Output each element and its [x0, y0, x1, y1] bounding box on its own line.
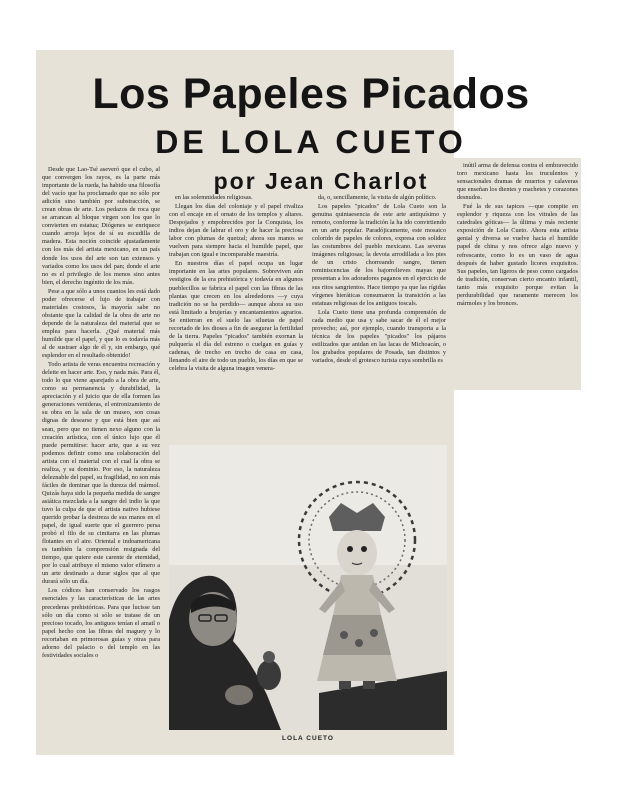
text-column-4 [457, 162, 578, 386]
paragraph: En nuestros días el papel ocupa un lugar importante en las artes populares. Sobreviven aún vestigios de la era prehistórica y todavía en algunos pueblecillos se fabrica el papel con las fibras de las plantas que crecen en los alrededores —y cuya tradición no se ha perdido— aunque ahora su uso está limitado a brujerías y encantamientos agrarios. Se entierran en el suelo las siluetas de papel recortado de los dioses a fin de asegurar la fertilidad de la tierra. Papeles "picados" también exornan la pulquería el día del estreno o cuelgan en guías y cadenas, de trecho en trecho de casa en casa, llenando el aire de todo un pueblo, los días en que se celebra la visita de alguna imagen venera- [169, 260, 303, 372]
paragraph: en las solemnidades religiosas. [175, 194, 253, 201]
paragraph: Todo artista de veras encuentra recreación y deleite en hacer arte. Eso, y nada más. Para él, todo lo que viene aparejado a la obra de arte, como su permanencia y durabilidad, la apreciación y el juicio que de ella formen las generaciones venideras, el entronizamiento de su obra en la sala de un museo, son cosas dignas de desearse y que está bien que así sean, pero que no tienen nexo alguno con la creación artística, con el único lujo que él puede permitirse: hacer arte, que a su vez podemos definir como una colaboración del artista con el material con el cual la obra se realiza, y su dominio. Por eso, la naturaleza deleznable del papel, su fragilidad, no son más fáciles de dominar que la dureza del mármol. Quizás haya sido la pequeña medida de sangre asiática mezclada a la sangre del indio la que tuvo la culpa de que el artista nativo hubiese querido probar la destreza de sus manos en el papel, de igual suerte que el guerrero persa probó el filo de su cimitarra en las plumas flotantes en el aire. Oriental e indoamericana es también la comprensión resignada del tiempo, que quiere este carente de eternidad, por lo cual atribuye el mismo valor efímero a un arte destinado a durar siglos que al que durará sólo un día. [42, 361, 160, 586]
paragraph: Llegan los días del coloniaje y el papel rivaliza con el encaje en el ornato de los templos y altares. Despojados y empobrecidos por la Conquista, los indios dejan de labrar el oro y de hacer la preciosa labor con plumas de quetzal; ahora sus manos se vuelven para siempre hacia el humilde papel, que trabajan con igual e incomparable maestría. [169, 203, 303, 259]
article-photo [169, 445, 447, 730]
newspaper-clipping [36, 50, 586, 755]
photo-caption: LOLA CUETO [282, 735, 334, 742]
photo-illustration [169, 445, 447, 730]
article-headline: Los Papeles Picados [92, 70, 530, 118]
paragraph: Los papeles "picados" de Lola Cueto son la genuina quintaesencia de este arte antiquísimo y remoto, conforme la tradición la ha ido convirtiendo en un arte popular. Paradójicamente, este mosaico colorido de papeles de colores, expresa con solidez las costumbres del pueblo mexicano. Las severas imágenes religiosas; la devota arrodillada a los pies de un cristo chorreando sangre, tienen reminiscencias de los bajorrelieves mayas que presentan a los adoradores paganos en el ejercicio de sus ritos sangrientos. Hace tiempo ya que las rígidas vírgenes hieráticas consumaron la transición a las estatuas religiosas de los antiguos toscals. [312, 203, 446, 307]
paragraph: inútil arma de defensa contra el embravecido toro mexicano hasta los truculentos y sensacionales dramas de muertos y calaveras que enseñan los dientes y machetes y corazones desnudos. [457, 162, 578, 202]
text-column-3 [312, 194, 446, 442]
article-subheadline: DE LOLA CUETO [155, 124, 467, 160]
article-byline: por Jean Charlot [213, 168, 429, 194]
text-column-2 [169, 194, 303, 442]
paragraph: Los códices han conservado los rasgos esenciales y las características de las artes precederas prehistóricas. Para que lucisse tan sólo un día como si sólo se tratase de un precioso tocado, los antiguos tenían el amatl o papel hecho con las fibras del maguey y lo recortaban en primorosas guías y otras para adorno del palacio o del templo en las festividades sociales o [42, 587, 160, 659]
paragraph: Fué la de sus tapices —que compite en esplendor y riqueza con los vitrales de las catedrales góticas— la última y más reciente exposición de Lola Cueto. Ahora esta artista genial y diversa se vuelve hacia el humilde papel de china y nos ofrece algo nuevo y refrescante, como lo es un vaso de agua después de haber gustado licores exquisitos. Sus papeles, tan ligeros de peso como cargados de tradición, conservan cierto encanto infantil, tanto más exquisito porque evitan la perdurabilidad que raramente merecen los mármoles y los bronces. [457, 203, 578, 307]
paragraph: Lola Cueto tiene una profunda comprensión de cada medio que usa y sabe sacar de él el mejor provecho; así, por ejemplo, cuando transporta a la técnica de los papeles "picados" los pájaros estilizados que anidan en las lacas de Michoacán, o los grabados populares de Posada, tan distintos y variados, desde el grotesco turista cuya sombrilla es [312, 308, 446, 364]
paragraph: Desde que Lao-Tsé aseveró que el cubo, al que convergen los rayos, es la parte más importante de la rueda, ha habido una filosofía del vacío que ha proclamado que no sólo por adición sino también por substracción, se crean obras de arte. Los pedazos de roca que se arrancan al bloque virgen son los que lo convierten en estatua; Diógenes se enriquece cuando arroja lejos de sí su escudilla de madera. Esta noción coincide ajustadamente con los más del artista mexicano, en un país donde los usos del arte son tan extensos y variados como los usos del pan; donde el arte no es el privilegio de los menos sino antes bien, el derecho ingénito de los más. [42, 166, 160, 286]
paragraph: da, o, sencillamente, la visita de algún político. [318, 194, 437, 201]
paragraph: Pese a que sólo a unos cuantos les está dado poder ofrecerse el lujo de trabajar con materiales costosos, la mayoría sabe no obstante que la calidad de la obra de arte no depende de la naturaleza del material que se emplea para hacerla. ¿Qué material más humilde que el papel, y que lo es todavía más al de sustraer algo de él y, sin embargo, qué esplendor en el resultado obtenido! [42, 287, 160, 360]
text-column-1 [42, 166, 160, 751]
